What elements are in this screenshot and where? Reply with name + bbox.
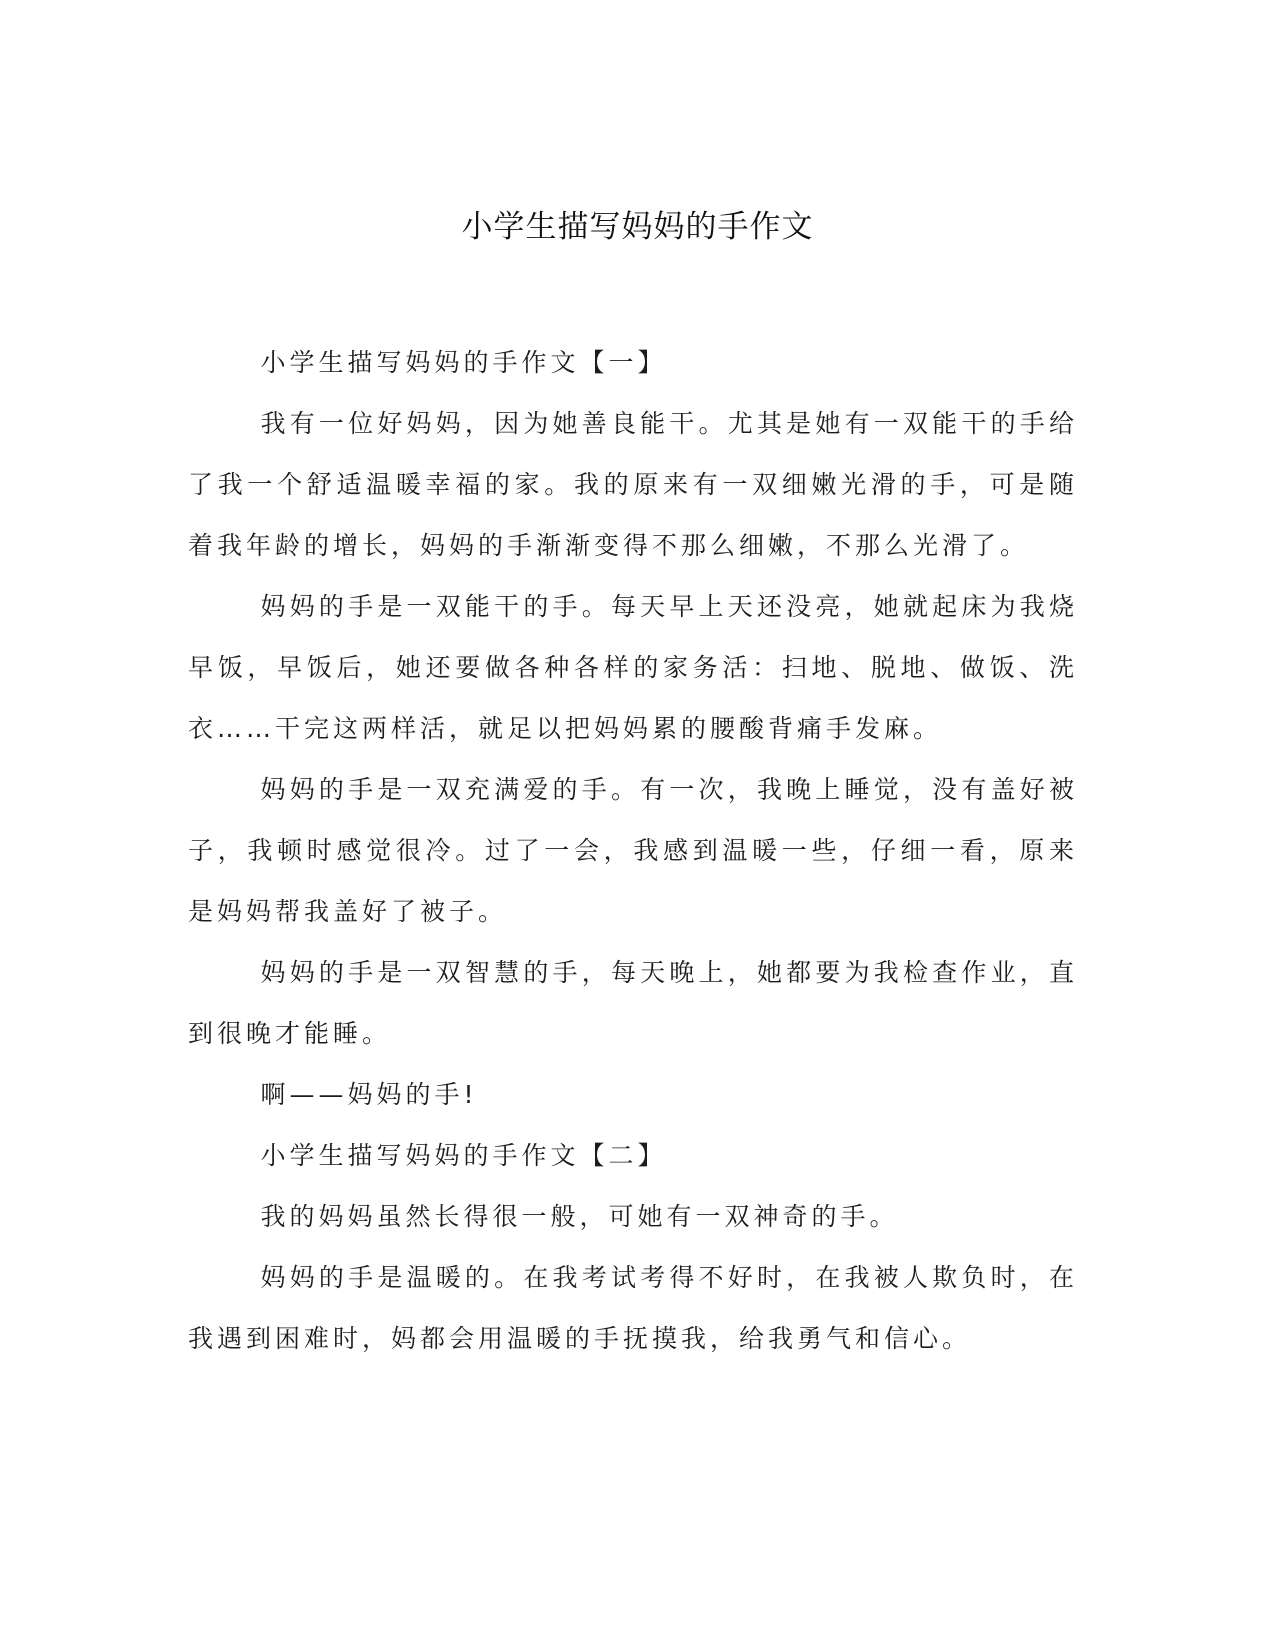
section-heading-two: 小学生描写妈妈的手作文【二】 bbox=[260, 1141, 667, 1170]
paragraph: 我有一位好妈妈，因为她善良能干。尤其是她有一双能干的手给了我一个舒适温暖幸福的家。我的原来有一双细嫩光滑的手，可是随着我年龄的增长，妈妈的手渐渐变得不那么细嫩，不那么光滑了。 bbox=[188, 409, 1078, 560]
section-heading-one: 小学生描写妈妈的手作文【一】 bbox=[260, 348, 667, 377]
paragraph: 啊——妈妈的手! bbox=[260, 1080, 478, 1109]
paragraph: 我的妈妈虽然长得很一般，可她有一双神奇的手。 bbox=[260, 1202, 899, 1231]
paragraph: 妈妈的手是一双充满爱的手。有一次，我晚上睡觉，没有盖好被子，我顿时感觉很冷。过了一会，我感到温暖一些，仔细一看，原来是妈妈帮我盖好了被子。 bbox=[188, 775, 1078, 926]
paragraph: 妈妈的手是一双能干的手。每天早上天还没亮，她就起床为我烧早饭，早饭后，她还要做各种各样的家务活：扫地、脱地、做饭、洗衣……干完这两样活，就足以把妈妈累的腰酸背痛手发麻。 bbox=[188, 592, 1078, 743]
paragraph: 妈妈的手是温暖的。在我考试考得不好时，在我被人欺负时，在我遇到困难时，妈都会用温暖的手抚摸我，给我勇气和信心。 bbox=[188, 1263, 1078, 1353]
document-title: 小学生描写妈妈的手作文 bbox=[461, 209, 814, 245]
paragraph: 妈妈的手是一双智慧的手，每天晚上，她都要为我检查作业，直到很晚才能睡。 bbox=[188, 958, 1078, 1048]
document-body bbox=[188, 332, 1078, 1369]
